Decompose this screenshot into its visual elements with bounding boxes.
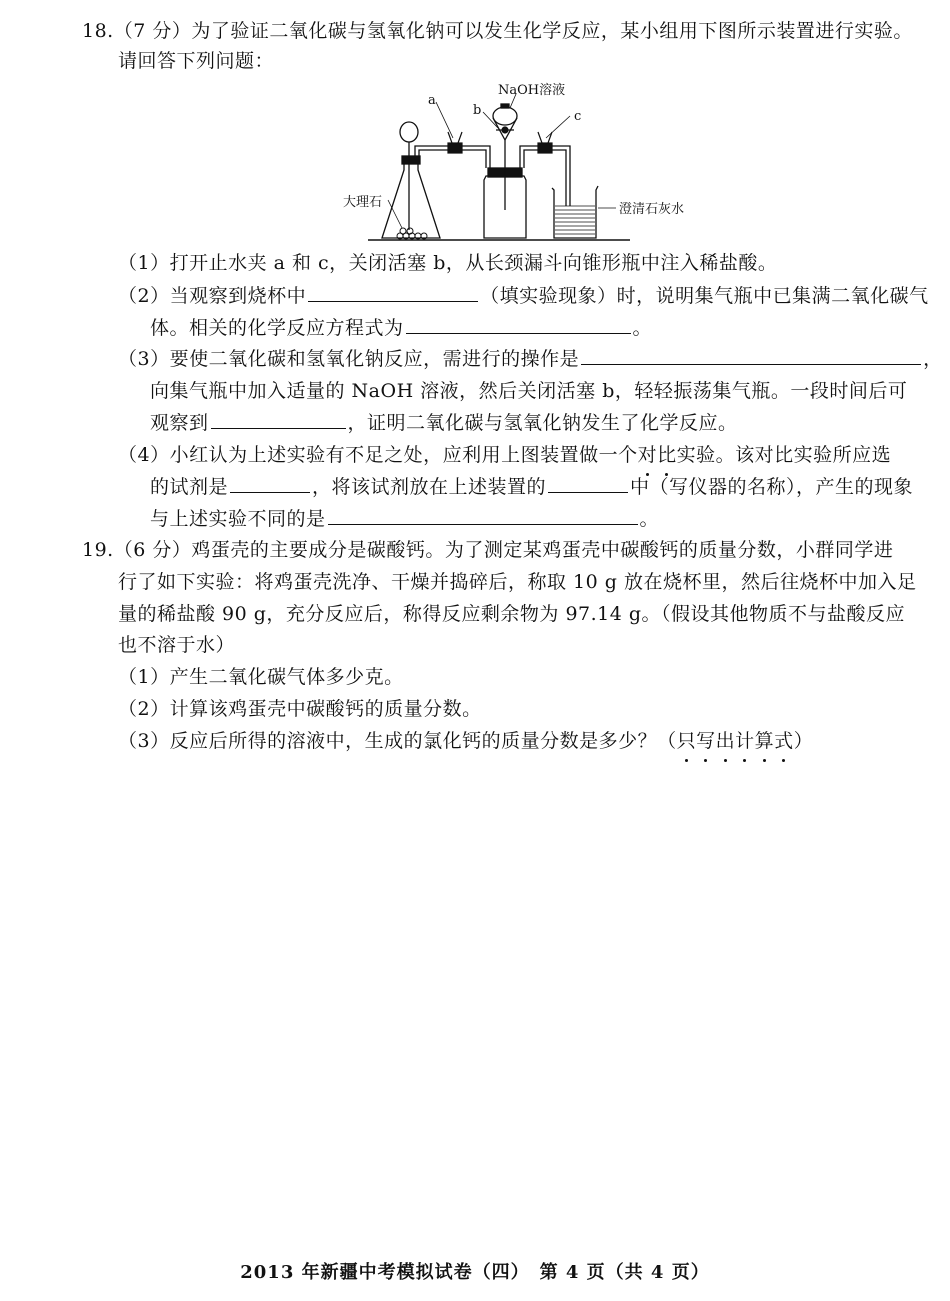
q19-part1: （1）产生二氧化碳气体多少克。 — [118, 666, 404, 688]
emphasis-char-chu: 出 — [715, 730, 736, 752]
limewater — [555, 206, 595, 234]
q18-part4-line2 — [150, 474, 913, 500]
separatory-funnel — [493, 104, 517, 210]
conical-flask — [382, 156, 440, 238]
q18-part2-text-a: （2）当观察到烧杯中 — [118, 285, 307, 307]
answer-blank-observation[interactable] — [211, 410, 346, 429]
label-limewater: 澄清石灰水 — [619, 202, 685, 217]
clamp-a — [448, 132, 462, 153]
emphasis-char-bi: 比 — [657, 444, 677, 466]
page-footer: 2013 年新疆中考模拟试卷（四） 第 4 页（共 4 页） — [240, 1262, 710, 1283]
q19-stem-line1: 19.（6 分）鸡蛋壳的主要成分是碳酸钙。为了测定某鸡蛋壳中碳酸钙的质量分数，小群同学进 — [82, 539, 894, 561]
q18-part3-text-d: 观察到 — [150, 412, 209, 434]
label-clamp-c: c — [574, 109, 582, 124]
answer-blank-beaker-phenomenon[interactable] — [308, 283, 478, 302]
q18-part3-text-e: ，证明二氧化碳与氢氧化钠发生了化学反应。 — [347, 412, 738, 434]
answer-blank-difference[interactable] — [328, 506, 638, 525]
q18-part2-line2 — [150, 315, 652, 341]
answer-blank-equation[interactable] — [406, 315, 631, 334]
emphasis-char-zhi: 只 — [676, 730, 697, 752]
q18-part4-line3 — [150, 506, 659, 532]
q18-part3-line2: 向集气瓶中加入适量的 NaOH 溶液，然后关闭活塞 b，轻轻振荡集气瓶。一段时间后可 — [150, 380, 908, 402]
label-clamp-a: a — [428, 93, 436, 108]
q19-part3 — [118, 728, 813, 754]
emphasis-char-xie: 写 — [696, 730, 716, 752]
q19-part2: （2）计算该鸡蛋壳中碳酸钙的质量分数。 — [118, 698, 482, 720]
connecting-tube-c — [520, 146, 570, 206]
label-stopcock-b: b — [473, 103, 482, 118]
q18-part4-text-b2: ，将该试剂放在上述装置的 — [312, 476, 547, 498]
emphasis-char-dui: 对 — [637, 444, 658, 466]
q18-part1: （1）打开止水夹 a 和 c，关闭活塞 b，从长颈漏斗向锥形瓶中注入稀盐酸。 — [118, 252, 778, 274]
answer-blank-instrument[interactable] — [548, 474, 628, 493]
emphasis-char-shi: 式 — [774, 730, 794, 752]
emphasis-char-ji: 计 — [735, 730, 755, 752]
q18-part4-text-b3: 中（写仪器的名称），产生的现象 — [630, 476, 914, 498]
answer-blank-operation[interactable] — [581, 346, 921, 365]
q18-stem-line1: 18.（7 分）为了验证二氧化碳与氢氧化钠可以发生化学反应，某小组用下图所示装置进行实验。 — [82, 20, 913, 42]
q18-part3-line3 — [150, 410, 738, 436]
answer-blank-reagent[interactable] — [230, 474, 310, 493]
q19-part3-text-b: ） — [793, 730, 814, 752]
q18-stem-line2: 请回答下列问题： — [118, 50, 275, 72]
label-naoh-solution: NaOH溶液 — [498, 83, 566, 98]
q19-part3-text-a: （3）反应后所得的溶液中，生成的氯化钙的质量分数是多少？（ — [118, 730, 677, 752]
q18-part3-text-a: （3）要使二氧化碳和氢氧化钠反应，需进行的操作是 — [118, 348, 580, 370]
emphasis-char-suan: 算 — [754, 730, 775, 752]
q18-part4-text-a2: 实验。该对比实验所应选 — [676, 444, 892, 466]
q18-part2-line1 — [118, 283, 929, 309]
q18-part4-text-a1: （4）小红认为上述实验有不足之处，应利用上图装置做一个 — [118, 444, 638, 466]
q19-stem-line3: 量的稀盐酸 90 g，充分反应后，称得反应剩余物为 97.14 g。（假设其他物质不与盐酸反应 — [118, 603, 906, 625]
label-marble: 大理石 — [343, 195, 383, 210]
q18-part4-text-b1: 的试剂是 — [150, 476, 229, 498]
q18-part4-text-c2: 。 — [639, 508, 660, 530]
q19-stem-line2: 行了如下实验：将鸡蛋壳洗净、干燥并捣碎后，称取 10 g 放在烧杯里，然后往烧杯中加入足 — [118, 571, 917, 593]
clamp-c — [538, 132, 552, 153]
q18-part4-text-c1: 与上述实验不同的是 — [150, 508, 326, 530]
q18-part2-text-d: 。 — [632, 317, 653, 339]
experiment-apparatus-figure — [340, 80, 685, 245]
q18-part2-text-c: 体。相关的化学反应方程式为 — [150, 317, 404, 339]
q18-part3-line1 — [118, 346, 943, 372]
q19-stem-line4: 也不溶于水） — [118, 634, 236, 656]
q18-part2-text-b: （填实验现象）时，说明集气瓶中已集满二氧化碳气 — [480, 285, 929, 307]
q18-part3-text-b: ， — [923, 348, 943, 370]
q18-part4-line1 — [118, 442, 891, 468]
